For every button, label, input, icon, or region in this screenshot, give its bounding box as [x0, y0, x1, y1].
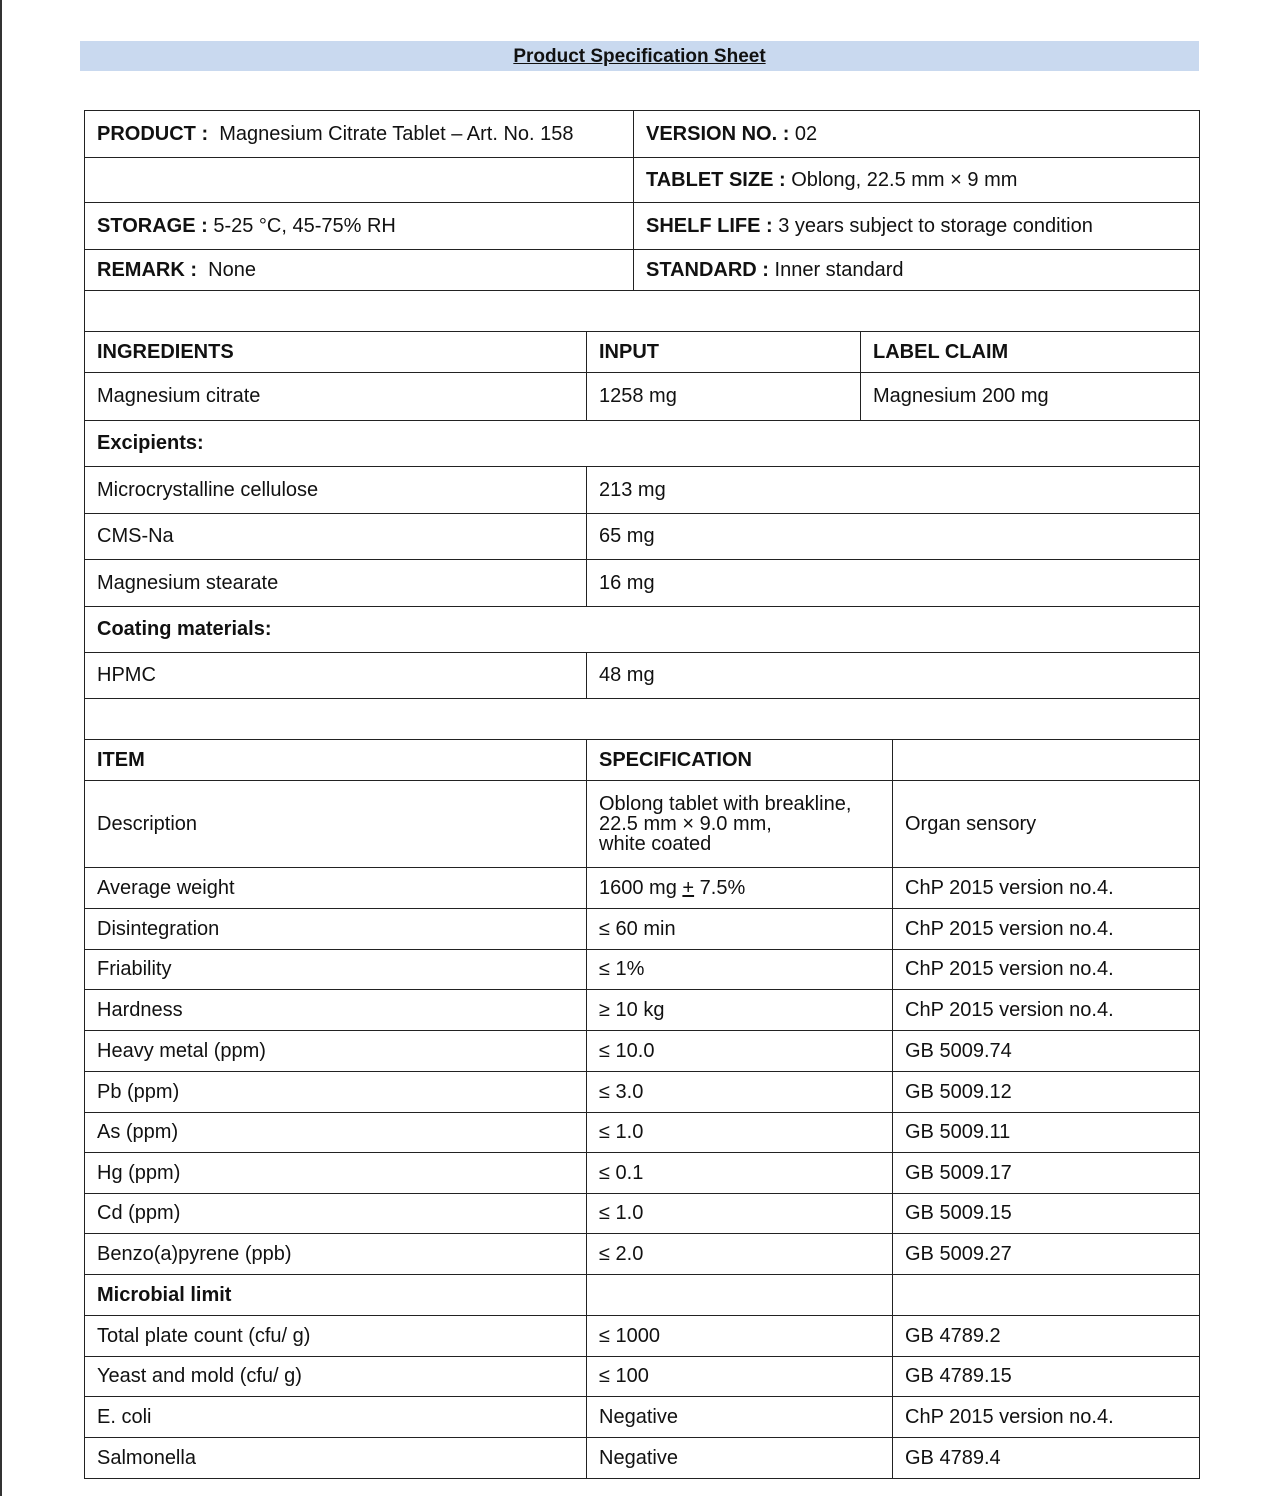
tablet-size-cell [634, 158, 1200, 203]
page-title: Product Specification Sheet [513, 46, 766, 67]
spec-value [587, 868, 893, 909]
spec-method: GB 4789.2 [893, 1316, 1200, 1357]
product-label: PRODUCT : [97, 122, 209, 145]
ingredients-header-row [85, 332, 1200, 373]
excipients-title-row [85, 421, 1200, 467]
info-row-storage [85, 203, 1200, 250]
ingredient-claim: Magnesium 200 mg [861, 373, 1200, 421]
header-specification: SPECIFICATION [587, 740, 893, 781]
standard-label: STANDARD : [646, 258, 769, 281]
remark-label: REMARK : [97, 258, 197, 281]
page-edge-line [0, 0, 2, 1496]
spec-method: GB 5009.12 [893, 1072, 1200, 1113]
spec-value: Negative [587, 1397, 893, 1438]
spec-row [85, 990, 1200, 1031]
spec-method: ChP 2015 version no.4. [893, 990, 1200, 1031]
product-info-table [84, 110, 1200, 291]
spec-value: ≤ 100 [587, 1357, 893, 1397]
excipient-row [85, 514, 1200, 560]
spec-row [85, 1234, 1200, 1275]
excipient-input: 16 mg [587, 560, 1200, 607]
spec-item: Friability [85, 950, 587, 990]
microbial-row [85, 1438, 1200, 1479]
spec-item: Yeast and mold (cfu/ g) [85, 1357, 587, 1397]
header-ingredients: INGREDIENTS [85, 332, 587, 373]
header-input: INPUT [587, 332, 861, 373]
spec-row-average-weight [85, 868, 1200, 909]
excipient-name: Magnesium stearate [85, 560, 587, 607]
spec-method: ChP 2015 version no.4. [893, 868, 1200, 909]
spec-row-description [85, 781, 1200, 868]
spec-line: Oblong tablet with breakline, [599, 793, 852, 815]
spacer-row [85, 699, 1200, 740]
spec-item: Cd (ppm) [85, 1194, 587, 1234]
version-label: VERSION NO. : [646, 122, 790, 145]
spec-value: ≤ 1.0 [587, 1194, 893, 1234]
excipient-input: 65 mg [587, 514, 1200, 560]
storage-cell [85, 203, 634, 250]
info-row-remark [85, 250, 1200, 291]
shelf-life-label: SHELF LIFE : [646, 214, 773, 237]
spec-method: GB 5009.17 [893, 1153, 1200, 1194]
excipient-name: CMS-Na [85, 514, 587, 560]
microbial-row [85, 1316, 1200, 1357]
spec-item: Benzo(a)pyrene (ppb) [85, 1234, 587, 1275]
spec-method: Organ sensory [893, 781, 1200, 868]
shelf-life-value: 3 years subject to storage condition [778, 214, 1093, 237]
spec-method: GB 5009.11 [893, 1113, 1200, 1153]
excipient-name: Microcrystalline cellulose [85, 467, 587, 514]
spec-value [587, 781, 893, 868]
plus-minus-sign: + [682, 876, 695, 899]
ingredient-row [85, 373, 1200, 421]
ingredient-input: 1258 mg [587, 373, 861, 421]
spec-method: GB 4789.15 [893, 1357, 1200, 1397]
spec-item: E. coli [85, 1397, 587, 1438]
empty-cell [85, 158, 634, 203]
spec-item: Description [85, 781, 587, 868]
title-banner [80, 41, 1199, 71]
spec-header-row [85, 740, 1200, 781]
spec-value: ≤ 2.0 [587, 1234, 893, 1275]
spec-value: ≤ 3.0 [587, 1072, 893, 1113]
tablet-size-value: Oblong, 22.5 mm × 9 mm [791, 168, 1018, 191]
spec-row [85, 1113, 1200, 1153]
specification-table [84, 739, 1200, 1479]
spec-method: ChP 2015 version no.4. [893, 950, 1200, 990]
microbial-title-row [85, 1275, 1200, 1316]
remark-cell [85, 250, 634, 291]
info-row-tablet-size [85, 158, 1200, 203]
storage-value: 5-25 °C, 45-75% RH [213, 214, 396, 237]
spec-row [85, 950, 1200, 990]
spec-value: ≤ 60 min [587, 909, 893, 950]
spec-line: 22.5 mm × 9.0 mm, [599, 813, 772, 835]
excipient-row [85, 560, 1200, 607]
spec-method: GB 5009.15 [893, 1194, 1200, 1234]
coating-row [85, 653, 1200, 699]
spacer-cell [85, 699, 1200, 740]
spec-row [85, 1153, 1200, 1194]
spec-item: Hardness [85, 990, 587, 1031]
version-cell [634, 111, 1200, 158]
spec-value-post: 7.5% [694, 876, 746, 899]
empty-cell [893, 1275, 1200, 1316]
product-value: Magnesium Citrate Tablet – Art. No. 158 [219, 122, 574, 145]
storage-label: STORAGE : [97, 214, 208, 237]
coating-title-row [85, 607, 1200, 653]
ingredient-name: Magnesium citrate [85, 373, 587, 421]
spec-row [85, 909, 1200, 950]
spec-value: ≤ 1000 [587, 1316, 893, 1357]
empty-cell [587, 1275, 893, 1316]
spec-value-pre: 1600 mg [599, 876, 683, 899]
spec-value: ≤ 1.0 [587, 1113, 893, 1153]
header-item: ITEM [85, 740, 587, 781]
spec-item: Total plate count (cfu/ g) [85, 1316, 587, 1357]
header-label-claim: LABEL CLAIM [861, 332, 1200, 373]
excipient-row [85, 467, 1200, 514]
spacer-cell [85, 291, 1200, 332]
spec-method: GB 4789.4 [893, 1438, 1200, 1479]
standard-cell [634, 250, 1200, 291]
microbial-row [85, 1397, 1200, 1438]
spec-method: GB 5009.74 [893, 1031, 1200, 1072]
excipient-input: 213 mg [587, 467, 1200, 514]
shelf-life-cell [634, 203, 1200, 250]
spec-row [85, 1031, 1200, 1072]
spec-item: Heavy metal (ppm) [85, 1031, 587, 1072]
spec-method: ChP 2015 version no.4. [893, 1397, 1200, 1438]
spec-item: Pb (ppm) [85, 1072, 587, 1113]
spec-value: ≤ 0.1 [587, 1153, 893, 1194]
ingredients-table [84, 290, 1200, 740]
spec-method: ChP 2015 version no.4. [893, 909, 1200, 950]
coating-name: HPMC [85, 653, 587, 699]
excipients-title: Excipients: [85, 421, 1200, 467]
microbial-title: Microbial limit [85, 1275, 587, 1316]
product-cell [85, 111, 634, 158]
spec-item: Salmonella [85, 1438, 587, 1479]
info-row-product [85, 111, 1200, 158]
spec-item: Hg (ppm) [85, 1153, 587, 1194]
spec-item: As (ppm) [85, 1113, 587, 1153]
standard-value: Inner standard [774, 258, 904, 281]
version-value: 02 [794, 122, 818, 145]
spec-value: ≥ 10 kg [587, 990, 893, 1031]
remark-value: None [208, 258, 256, 281]
spec-method: GB 5009.27 [893, 1234, 1200, 1275]
coating-title: Coating materials: [85, 607, 1200, 653]
tablet-size-label: TABLET SIZE : [646, 168, 786, 191]
header-method [893, 740, 1200, 781]
spec-row [85, 1072, 1200, 1113]
microbial-row [85, 1357, 1200, 1397]
spec-row [85, 1194, 1200, 1234]
spec-item: Disintegration [85, 909, 587, 950]
spacer-row [85, 291, 1200, 332]
spec-item: Average weight [85, 868, 587, 909]
spec-value: ≤ 10.0 [587, 1031, 893, 1072]
spec-value: ≤ 1% [587, 950, 893, 990]
coating-input: 48 mg [587, 653, 1200, 699]
spec-value: Negative [587, 1438, 893, 1479]
spec-line: white coated [599, 833, 712, 855]
